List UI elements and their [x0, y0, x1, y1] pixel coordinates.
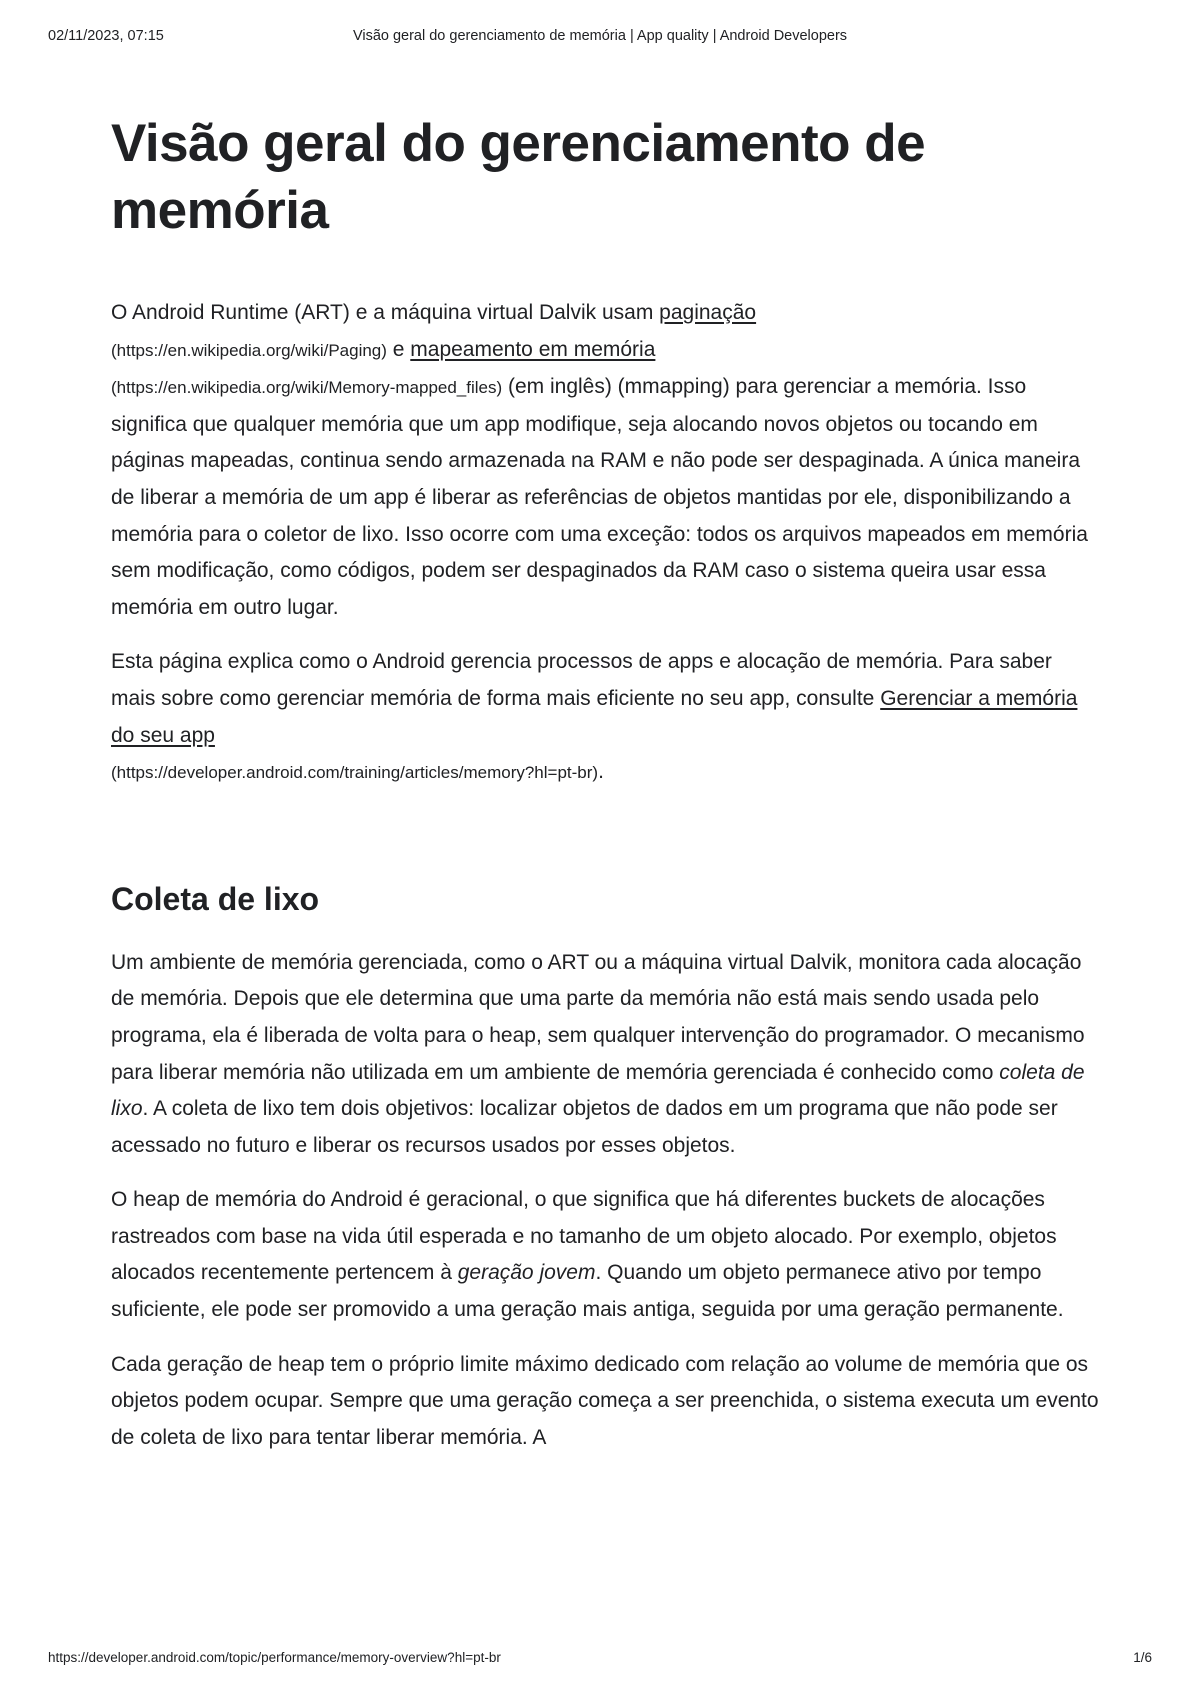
intro-paragraph-1	[111, 295, 1101, 626]
intro-text-2: e	[386, 337, 411, 361]
section-heading-garbage-collection: Coleta de lixo	[111, 880, 320, 917]
intro-p2-text: Esta página explica como o Android gerencia processos de apps e alocação de memória. Para saber mais sobre como gerenciar memória de forma mais eficiente no seu app, consulte	[111, 650, 1052, 710]
gc-paragraph-3: Cada geração de heap tem o próprio limite máximo dedicado com relação ao volume de memória que os objetos podem ocupar. Sempre que uma geração começa a ser preenchida, o sistema executa um evento de coleta de lixo para tentar liberar memória. A	[111, 1352, 1099, 1449]
memory-mapping-link-url: (https://en.wikipedia.org/wiki/Memory-mapped_files)	[111, 378, 503, 398]
intro-p2-end: .	[598, 760, 604, 784]
page-title: Visão geral do gerenciamento de memória	[111, 114, 926, 240]
paging-link-url: (https://en.wikipedia.org/wiki/Paging)	[111, 340, 387, 360]
gc-p1-emphasis: coleta de lixo	[111, 1060, 1085, 1121]
print-page-number: 1/6	[1133, 1650, 1152, 1665]
print-header	[48, 28, 1152, 52]
manage-memory-link[interactable]: Gerenciar a memória do seu app	[111, 686, 1078, 747]
intro-paragraph-2	[111, 644, 1101, 791]
gc-p2-text: O heap de memória do Android é geracional, o que significa que há diferentes buckets de alocações rastreados com base na vida útil esperada e no tamanho de um objeto alocado. Por exemplo, objetos alocados recentemente pertencem à	[111, 1188, 1057, 1285]
gc-p1-text: Um ambiente de memória gerenciada, como o ART ou a máquina virtual Dalvik, monitora cada alocação de memória. Depois que ele determina que uma parte da memória não está mais sendo usada pelo programa, ela é liberada de volta para o heap, sem qualquer intervenção do programador. O mecanismo para liberar memória não utilizada em um ambiente de memória gerenciada é conhecido como	[111, 950, 1085, 1084]
gc-paragraph-2	[111, 1182, 1101, 1328]
memory-mapping-link[interactable]: mapeamento em memória	[410, 337, 656, 361]
gc-p1-text-end: . A coleta de lixo tem dois objetivos: localizar objetos de dados em um programa que não pode ser acessado no futuro e liberar os recursos usados por esses objetos.	[111, 1097, 1058, 1157]
manage-memory-link-url: (https://developer.android.com/training/articles/memory?hl=pt-br)	[111, 763, 599, 783]
gc-p2-emphasis: geração jovem	[457, 1261, 596, 1285]
print-page-url: https://developer.android.com/topic/performance/memory-overview?hl=pt-br	[48, 1650, 501, 1665]
gc-p2-text-end: . Quando um objeto permanece ativo por tempo suficiente, ele pode ser promovido a uma geração mais antiga, seguida por uma geração permanente.	[111, 1261, 1064, 1322]
paging-link[interactable]: paginação	[659, 301, 757, 324]
article-content	[111, 110, 1101, 1456]
print-footer	[48, 1650, 1152, 1670]
intro-text-1: O Android Runtime (ART) e a máquina virtual Dalvik usam	[111, 301, 660, 324]
intro-text-3: (em inglês) (mmapping) para gerenciar a memória. Isso significa que qualquer memória que um app modifique, seja alocando novos objetos ou tocando em páginas mapeadas, continua sendo armazenada na RAM e não pode ser despaginada. A única maneira de liberar a memória de um app é liberar as referências de objetos mantidas por ele, disponibilizando a memória para o coletor de lixo. Isso ocorre com uma exceção: todos os arquivos mapeados em memória sem modificação, como códigos, podem ser despaginados da RAM caso o sistema queira usar essa memória em outro lugar.	[111, 375, 1088, 619]
print-datetime: 02/11/2023, 07:15	[48, 28, 164, 44]
gc-paragraph-1	[111, 945, 1101, 1165]
print-document-title: Visão geral do gerenciamento de memória | App quality | Android Developers	[352, 28, 848, 44]
